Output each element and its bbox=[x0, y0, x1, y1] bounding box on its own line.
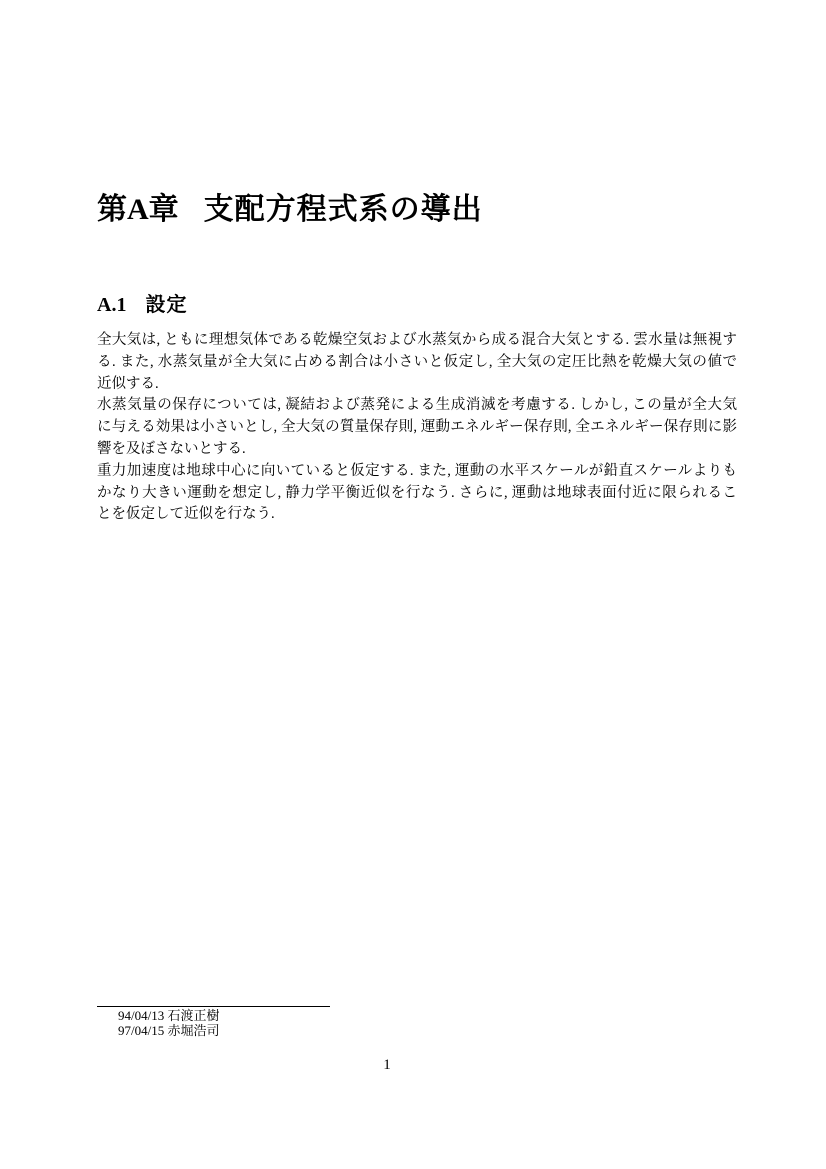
body-text bbox=[97, 330, 737, 526]
body-line: に与える効果は小さいとし, 全大気の質量保存則, 運動エネルギー保存則, 全エネルギー保存則に影 bbox=[97, 419, 737, 436]
footnote-entry: 97/04/15 赤堀浩司 bbox=[118, 1022, 220, 1038]
section-title: 設定 bbox=[145, 294, 188, 316]
section-number: A.1 bbox=[97, 294, 127, 316]
section-heading bbox=[97, 292, 187, 318]
footnote-rule bbox=[97, 1006, 330, 1007]
chapter-heading bbox=[97, 192, 483, 228]
footnote-entry: 94/04/13 石渡正樹 bbox=[118, 1008, 220, 1023]
body-line: 水蒸気量の保存については, 凝結および蒸発による生成消滅を考慮する. しかし, この量が全大気 bbox=[97, 397, 737, 414]
body-line: 近似する. bbox=[97, 375, 159, 392]
footnote bbox=[118, 1009, 219, 1038]
body-line: 全大気は, ともに理想気体である乾燥空気および水蒸気から成る混合大気とする. 雲水量は無視す bbox=[97, 332, 737, 348]
body-line: る. また, 水蒸気量が全大気に占める割合は小さいと仮定し, 全大気の定圧比熱を乾燥大気の値で bbox=[97, 353, 737, 370]
body-line: とを仮定して近似を行なう. bbox=[97, 506, 275, 523]
chapter-title: 支配方程式系の導出 bbox=[203, 193, 483, 226]
body-line: 響を及ぼさないとする. bbox=[97, 440, 246, 457]
chapter-number: 第A章 bbox=[97, 193, 179, 226]
body-line: かなり大きい運動を想定し, 静力学平衡近似を行なう. さらに, 運動は地球表面付近に限られるこ bbox=[97, 484, 737, 501]
page-number: 1 bbox=[383, 1057, 391, 1073]
body-line: 重力加速度は地球中心に向いていると仮定する. また, 運動の水平スケールが鉛直スケールよりも bbox=[97, 462, 737, 479]
